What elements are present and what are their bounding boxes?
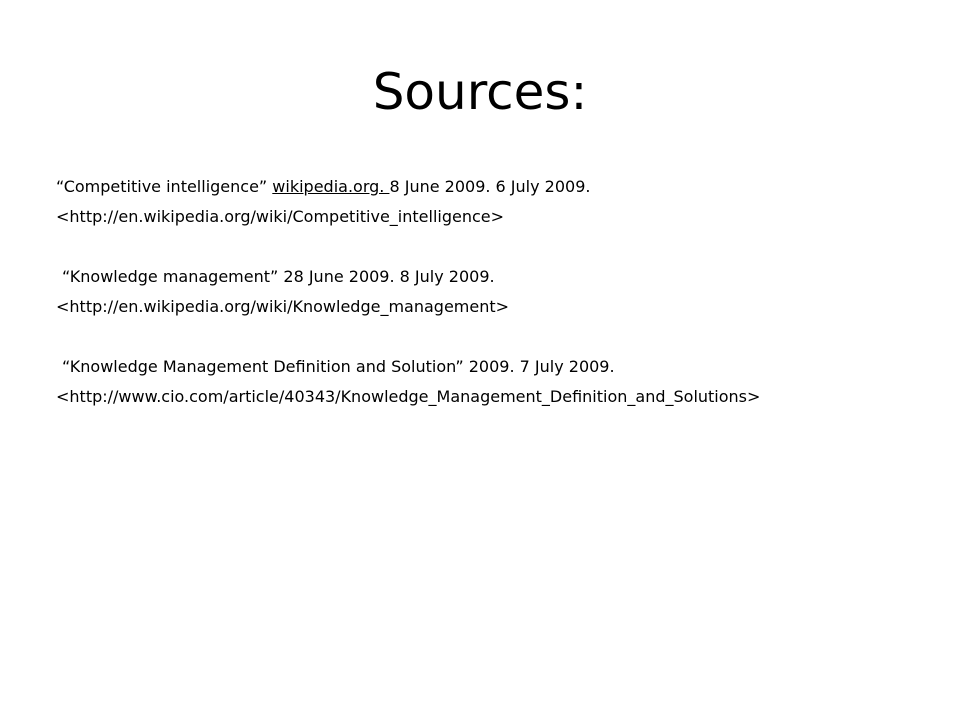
source-entry [56, 352, 916, 412]
source-citation-line: “Knowledge management” 28 June 2009. 8 July 2009. [62, 267, 495, 286]
source-entry [56, 262, 916, 322]
source-entry [56, 172, 916, 232]
source-url: <http://www.cio.com/article/40343/Knowledge_Management_Definition_and_Solutions> [56, 387, 761, 406]
source-title: “Competitive intelligence” [56, 177, 273, 196]
source-link[interactable]: wikipedia.org. [272, 177, 390, 196]
source-url: <http://en.wikipedia.org/wiki/Knowledge_management> [56, 297, 510, 316]
source-url: <http://en.wikipedia.org/wiki/Competitive_intelligence> [56, 207, 505, 226]
source-citation-line: “Knowledge Management Definition and Solution” 2009. 7 July 2009. [62, 357, 615, 376]
source-citation-line [56, 172, 916, 202]
sources-list [56, 172, 916, 412]
slide-title: Sources: [372, 63, 588, 121]
source-dates: 8 June 2009. 6 July 2009. [389, 177, 591, 196]
